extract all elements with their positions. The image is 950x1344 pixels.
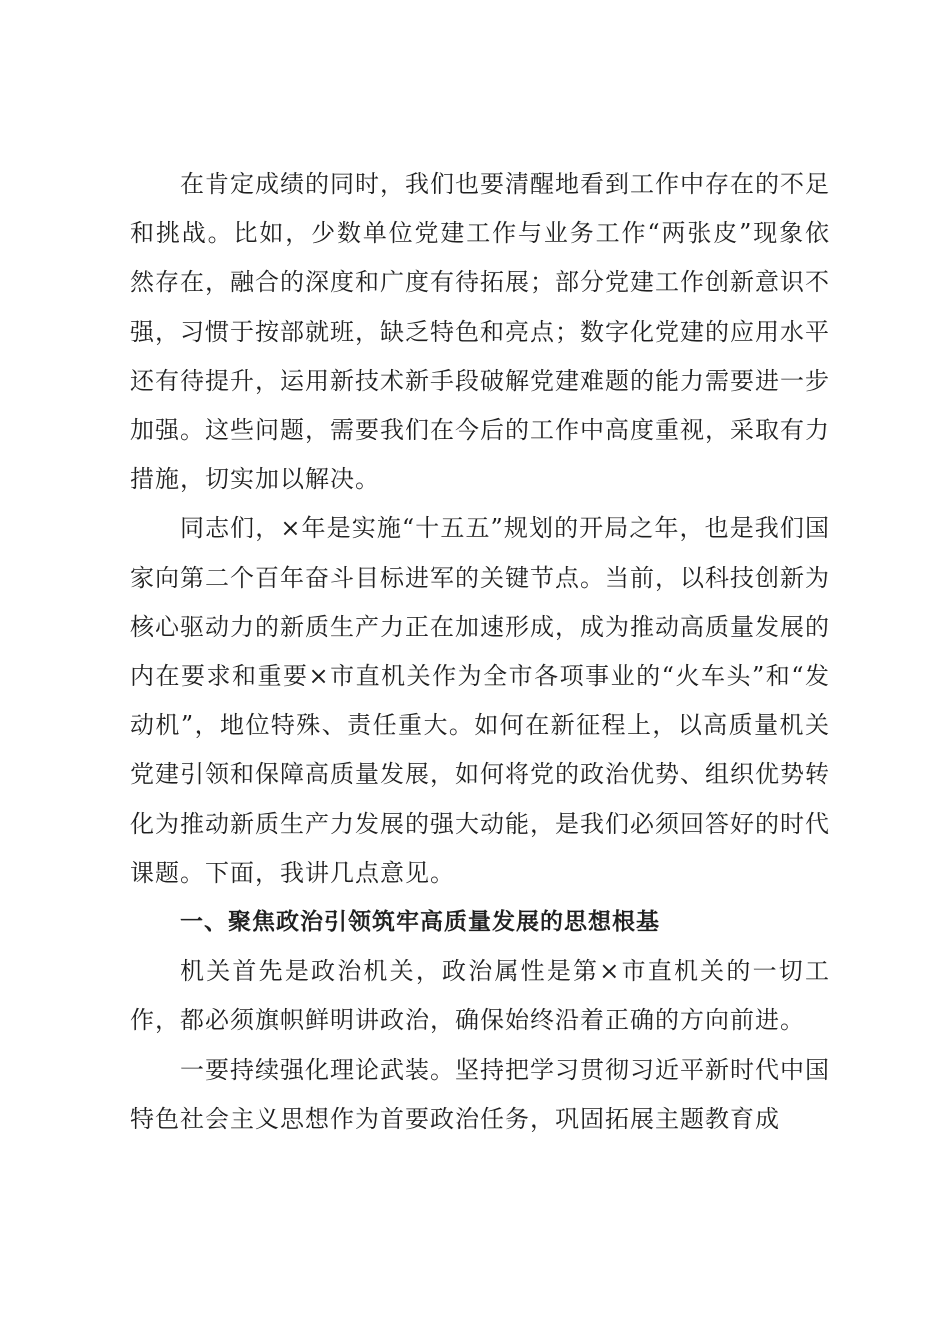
document-body [130,160,830,1144]
paragraph-shortcomings: 在肯定成绩的同时，我们也要清醒地看到工作中存在的不足和挑战。比如，少数单位党建工作与业务工作“两张皮”现象依然存在，融合的深度和广度有待拓展；部分党建工作创新意识不强，习惯于按部就班，缺乏特色和亮点；数字化党建的应用水平还有待提升，运用新技术新手段破解党建难题的能力需要进一步加强。这些问题，需要我们在今后的工作中高度重视，采取有力措施，切实加以解决。 [130,170,830,494]
paragraph-political-organ: 机关首先是政治机关，政治属性是第×市直机关的一切工作，都必须旗帜鲜明讲政治，确保始终沿着正确的方向前进。 [130,957,830,1035]
paragraph-theory-armament: 一要持续强化理论武装。坚持把学习贯彻习近平新时代中国特色社会主义思想作为首要政治任务，巩固拓展主题教育成 [130,1055,830,1133]
section-heading-1: 一、聚焦政治引领筑牢高质量发展的思想根基 [180,909,660,936]
paragraph-comrades: 同志们，×年是实施“十五五”规划的开局之年，也是我们国家向第二个百年奋斗目标进军的关键节点。当前，以科技创新为核心驱动力的新质生产力正在加速形成，成为推动高质量发展的内在要求和重要×市直机关作为全市各项事业的“火车头”和“发动机”，地位特殊、责任重大。如何在新征程上，以高质量机关党建引领和保障高质量发展，如何将党的政治优势、组织优势转化为推动新质生产力发展的强大动能，是我们必须回答好的时代课题。下面，我讲几点意见。 [130,514,830,887]
